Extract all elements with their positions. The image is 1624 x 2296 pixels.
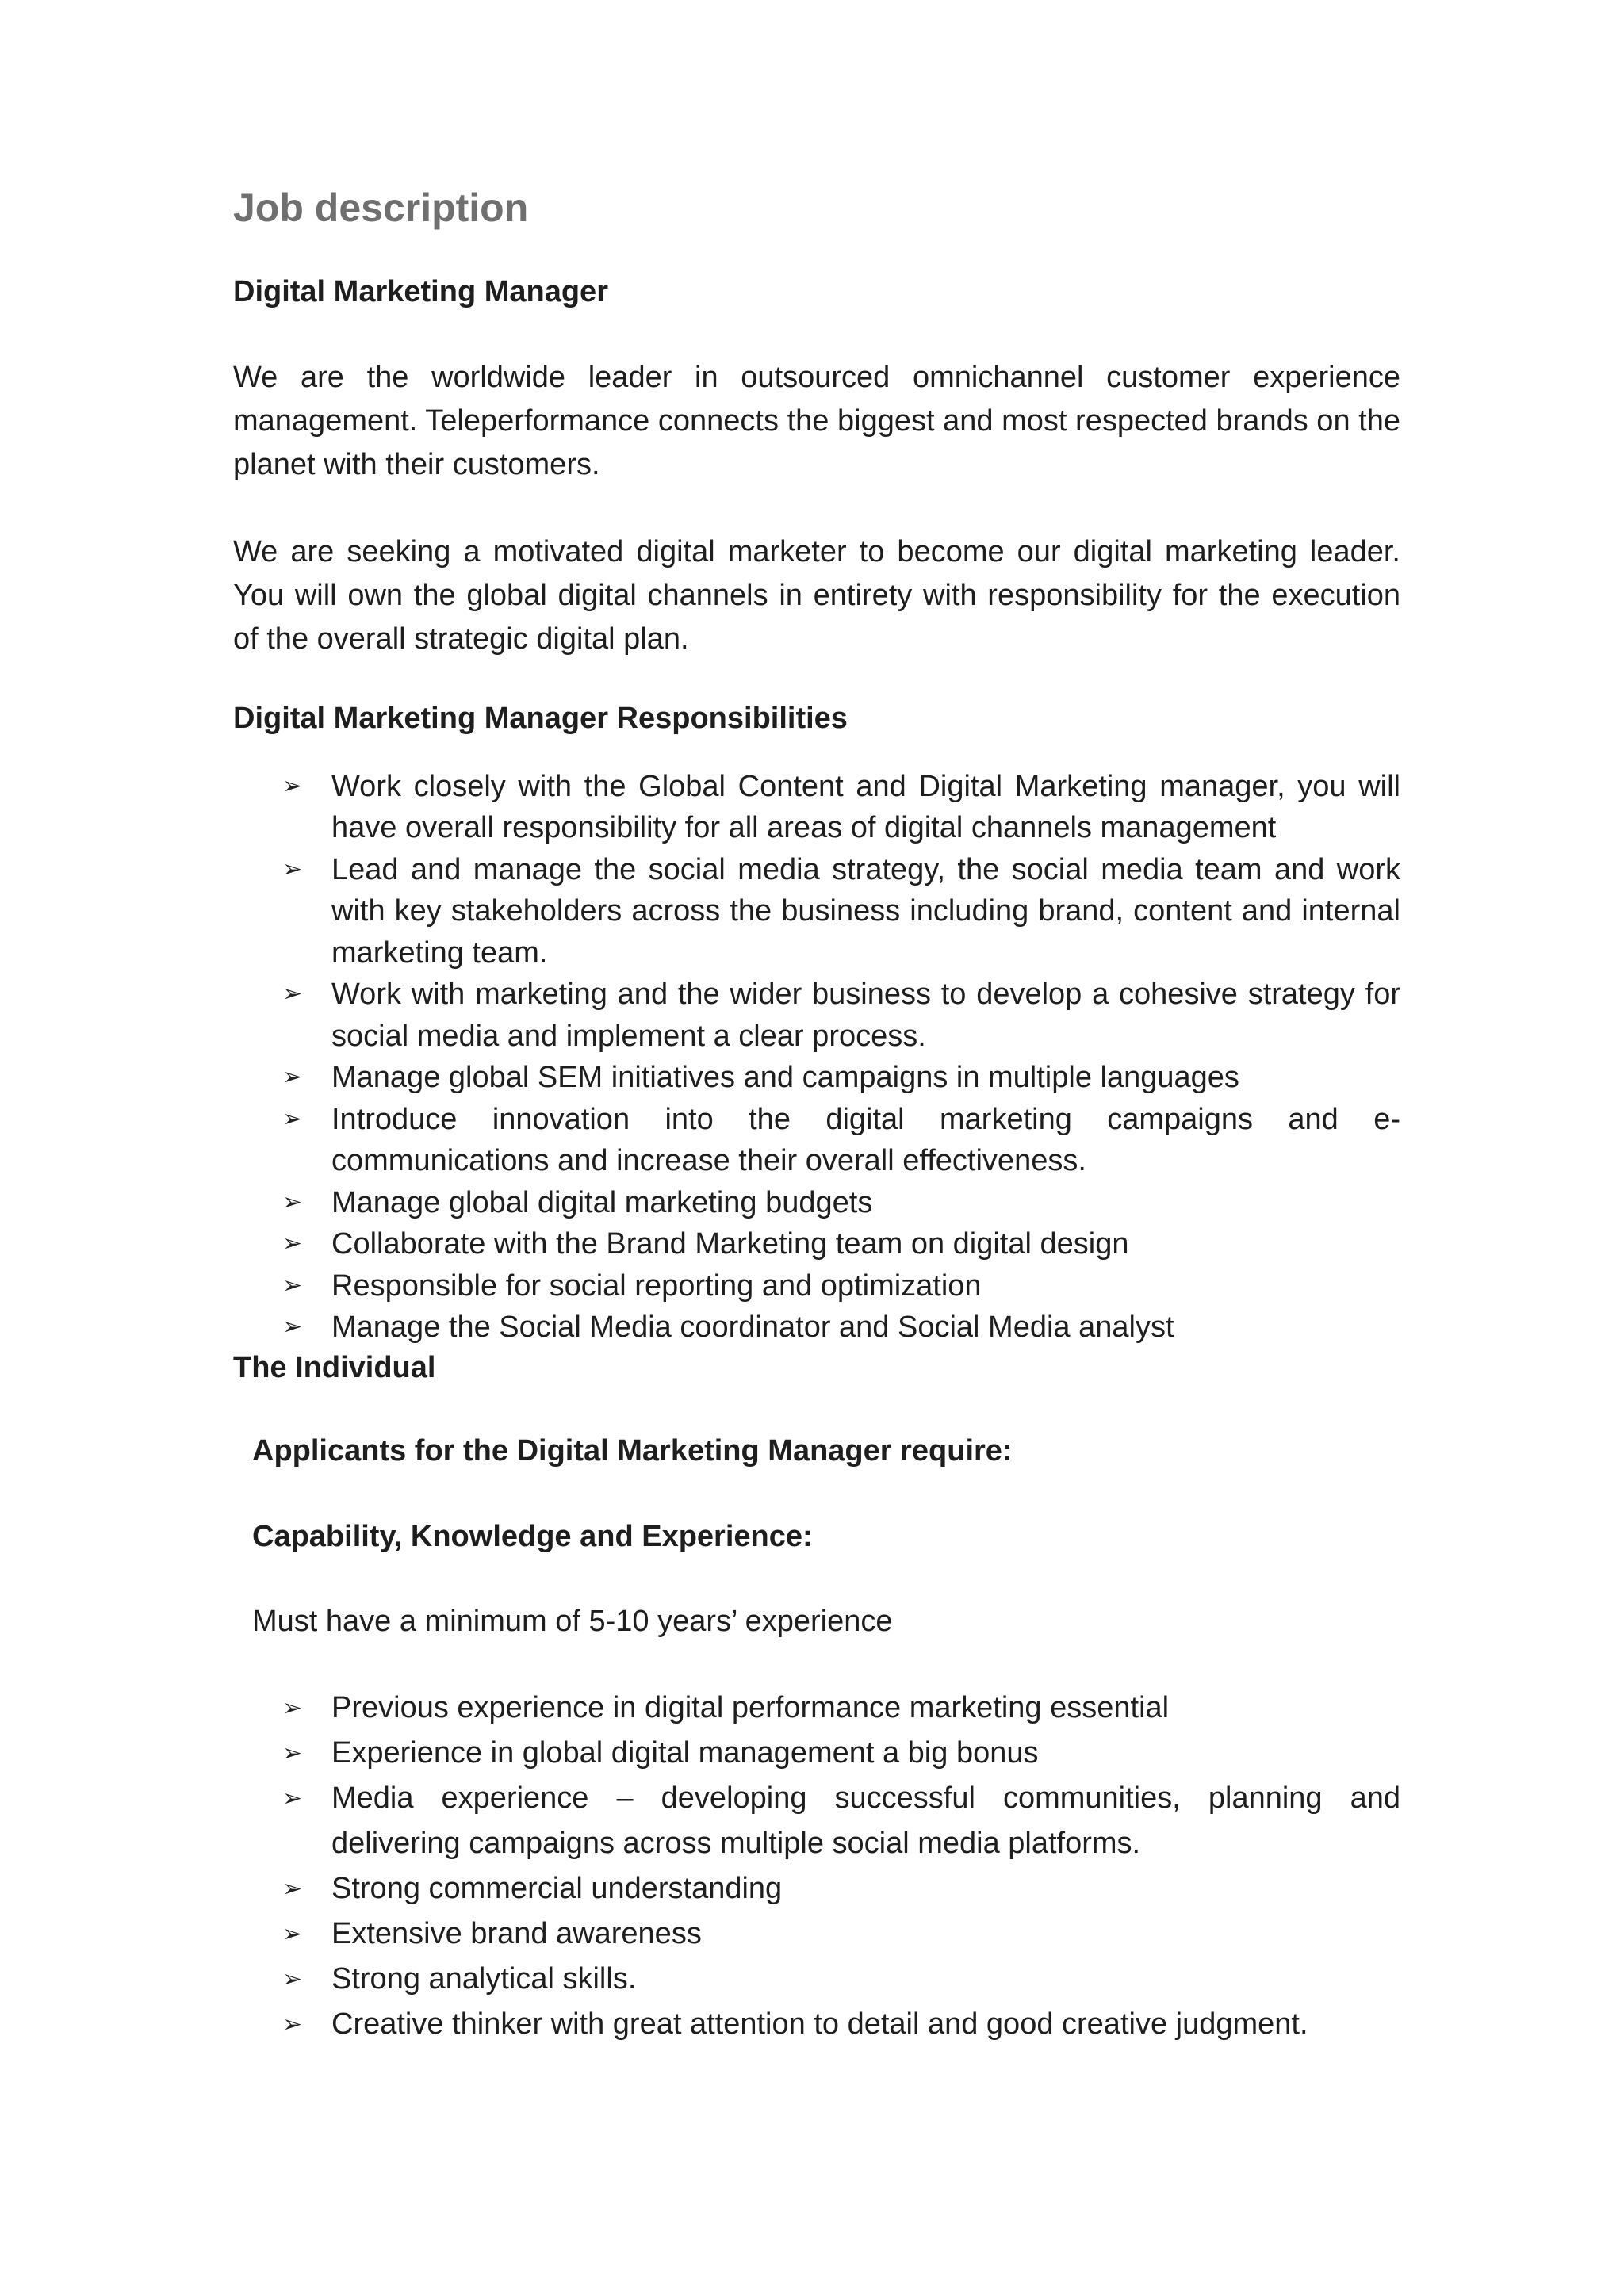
list-item-text: Experience in global digital management a big bonus	[331, 1736, 1039, 1770]
list-item-text: Manage global SEM initiatives and campaigns in multiple languages	[331, 1061, 1239, 1095]
list-item-text: Work with marketing and the wider business to develop a cohesive strategy for social media and implement a clear process.	[331, 978, 1400, 1053]
list-item-text: Manage global digital marketing budgets	[331, 1185, 873, 1219]
arrowhead-bullet-icon: ➢	[282, 1105, 303, 1132]
list-item-text: Strong analytical skills.	[331, 1962, 637, 1996]
intro-paragraph-role: We are seeking a motivated digital marketer to become our digital marketing leader. You will own the global digital channels in entirety with responsibility for the execution of the overall strategic digital plan.	[233, 535, 1400, 656]
intro-paragraph-company: We are the worldwide leader in outsourced omnichannel customer experience management. Teleperformance connects the biggest and most respected brands on the planet with their customers.	[233, 361, 1400, 482]
arrowhead-bullet-icon: ➢	[282, 1188, 303, 1215]
responsibilities-heading: Digital Marketing Manager Responsibilities	[233, 702, 848, 736]
arrowhead-bullet-icon: ➢	[282, 1966, 303, 1993]
list-item	[282, 766, 1400, 849]
arrowhead-bullet-icon: ➢	[282, 1695, 303, 1722]
list-item	[282, 2002, 1400, 2047]
individual-section	[233, 1432, 1400, 1641]
list-item	[282, 1265, 1400, 1307]
list-item-text: Media experience – developing successful communities, planning and delivering campaigns across multiple social media platforms.	[331, 1781, 1400, 1861]
list-item	[282, 1957, 1400, 2002]
list-item-text: Responsible for social reporting and optimization	[331, 1269, 982, 1303]
list-item	[282, 1057, 1400, 1099]
arrowhead-bullet-icon: ➢	[282, 1876, 303, 1903]
arrowhead-bullet-icon: ➢	[282, 1272, 303, 1299]
document-title: Job description	[233, 186, 529, 230]
list-item	[282, 1307, 1400, 1349]
list-item-text: Collaborate with the Brand Marketing team on digital design	[331, 1227, 1129, 1261]
list-item-text: Strong commercial understanding	[331, 1872, 783, 1906]
minimum-experience-text: Must have a minimum of 5-10 years’ experience	[252, 1604, 893, 1638]
arrowhead-bullet-icon: ➢	[282, 855, 303, 882]
arrowhead-bullet-icon: ➢	[282, 1314, 303, 1341]
arrowhead-bullet-icon: ➢	[282, 1785, 303, 1812]
list-item-text: Manage the Social Media coordinator and Social Media analyst	[331, 1311, 1174, 1345]
list-item	[282, 849, 1400, 974]
arrowhead-bullet-icon: ➢	[282, 1230, 303, 1257]
responsibilities-list	[233, 766, 1400, 1349]
list-item	[282, 1911, 1400, 1957]
list-item	[282, 1099, 1400, 1182]
list-item-text: Creative thinker with great attention to detail and good creative judgment.	[331, 2007, 1308, 2042]
arrowhead-bullet-icon: ➢	[282, 1921, 303, 1948]
list-item	[282, 974, 1400, 1057]
list-item	[282, 1776, 1400, 1866]
list-item	[282, 1182, 1400, 1224]
list-item-text: Previous experience in digital performance marketing essential	[331, 1691, 1170, 1725]
arrowhead-bullet-icon: ➢	[282, 772, 303, 799]
individual-heading: The Individual	[233, 1350, 436, 1384]
job-title: Digital Marketing Manager	[233, 275, 608, 308]
document-page	[233, 184, 1400, 2047]
list-item	[282, 1223, 1400, 1265]
arrowhead-bullet-icon: ➢	[282, 1740, 303, 1767]
requirements-list	[233, 1686, 1400, 2047]
list-item-text: Lead and manage the social media strategy, the social media team and work with key stakeholders across the business including brand, content and internal marketing team.	[331, 852, 1400, 970]
list-item	[282, 1686, 1400, 1731]
arrowhead-bullet-icon: ➢	[282, 1064, 303, 1091]
applicants-heading: Applicants for the Digital Marketing Manager require:	[252, 1434, 1013, 1468]
arrowhead-bullet-icon: ➢	[282, 2011, 303, 2038]
list-item	[282, 1866, 1400, 1911]
list-item-text: Work closely with the Global Content and Digital Marketing manager, you will have overall responsibility for all areas of digital channels management	[331, 769, 1400, 845]
list-item-text: Introduce innovation into the digital marketing campaigns and e-communications and increase their overall effectiveness.	[331, 1102, 1400, 1178]
capability-heading: Capability, Knowledge and Experience:	[252, 1519, 813, 1553]
arrowhead-bullet-icon: ➢	[282, 981, 303, 1008]
list-item-text: Extensive brand awareness	[331, 1917, 702, 1951]
list-item	[282, 1731, 1400, 1776]
